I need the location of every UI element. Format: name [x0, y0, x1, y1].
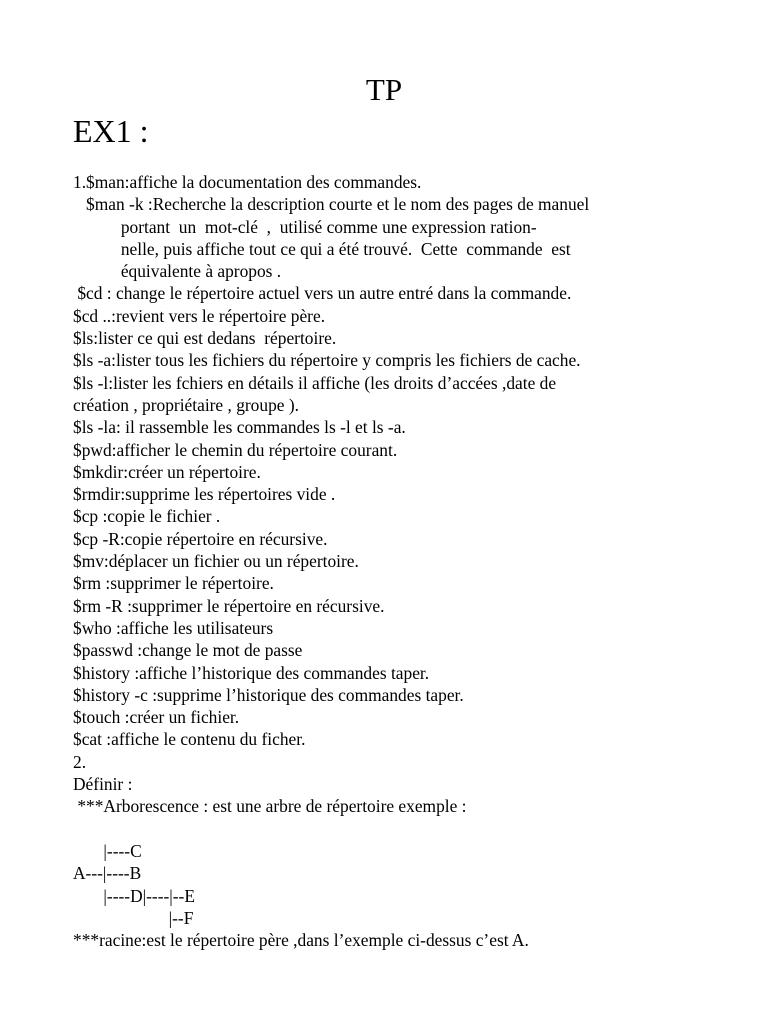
text-line: $pwd:afficher le chemin du répertoire courant.: [73, 439, 398, 460]
text-line: $history -c :supprime l’historique des commandes taper.: [73, 684, 464, 705]
text-line: ***Arborescence : est une arbre de répertoire exemple :: [73, 796, 467, 817]
text-line: A---|----B: [73, 863, 142, 884]
text-line: |----C: [73, 840, 142, 861]
text-line: $rm -R :supprimer le répertoire en récursive.: [73, 595, 385, 616]
text-line: $history :affiche l’historique des commandes taper.: [73, 662, 430, 683]
text-line: équivalente à apropos .: [73, 261, 282, 282]
exercise-heading: EX1 :: [73, 113, 149, 149]
text-line: 2.: [73, 751, 87, 772]
text-line: $cd : change le répertoire actuel vers un autre entré dans la commande.: [73, 283, 572, 304]
document-title: TP: [365, 72, 403, 107]
text-line: |--F: [73, 907, 194, 928]
text-line: $who :affiche les utilisateurs: [73, 617, 274, 638]
document-body: [73, 171, 713, 951]
text-line: $ls:lister ce qui est dedans répertoire.: [73, 328, 337, 349]
text-line: $cd ..:revient vers le répertoire père.: [73, 305, 326, 326]
text-line: portant un mot-clé , utilisé comme une expression ration-: [73, 216, 537, 237]
text-line: $cp -R:copie répertoire en récursive.: [73, 528, 328, 549]
text-line: $ls -la: il rassemble les commandes ls -l et ls -a.: [73, 417, 406, 438]
text-line: $ls -a:lister tous les fichiers du répertoire y compris les fichiers de cache.: [73, 350, 581, 371]
text-line: Définir :: [73, 774, 133, 795]
text-line: $rmdir:supprime les répertoires vide .: [73, 484, 336, 505]
text-line: ***racine:est le répertoire père ,dans l’exemple ci-dessus c’est A.: [73, 930, 529, 951]
text-line: nelle, puis affiche tout ce qui a été trouvé. Cette commande est: [73, 238, 571, 259]
text-line: $rm :supprimer le répertoire.: [73, 573, 274, 594]
text-line: |----D|----|--E: [73, 885, 195, 906]
text-line: $ls -l:lister les fchiers en détails il affiche (les droits d’accées ,date de: [73, 372, 557, 393]
text-line: $man -k :Recherche la description courte et le nom des pages de manuel: [73, 194, 590, 215]
text-line: $passwd :change le mot de passe: [73, 640, 303, 661]
text-line: 1.$man:affiche la documentation des commandes.: [73, 172, 422, 192]
text-line: $cp :copie le fichier .: [73, 506, 221, 527]
text-line: $cat :affiche le contenu du ficher.: [73, 729, 306, 750]
text-line: $mv:déplacer un fichier ou un répertoire.: [73, 551, 359, 572]
text-line: $mkdir:créer un répertoire.: [73, 461, 261, 482]
text-line: [73, 818, 713, 840]
text-line: création , propriétaire , groupe ).: [73, 394, 299, 415]
text-line: $touch :créer un fichier.: [73, 707, 240, 728]
